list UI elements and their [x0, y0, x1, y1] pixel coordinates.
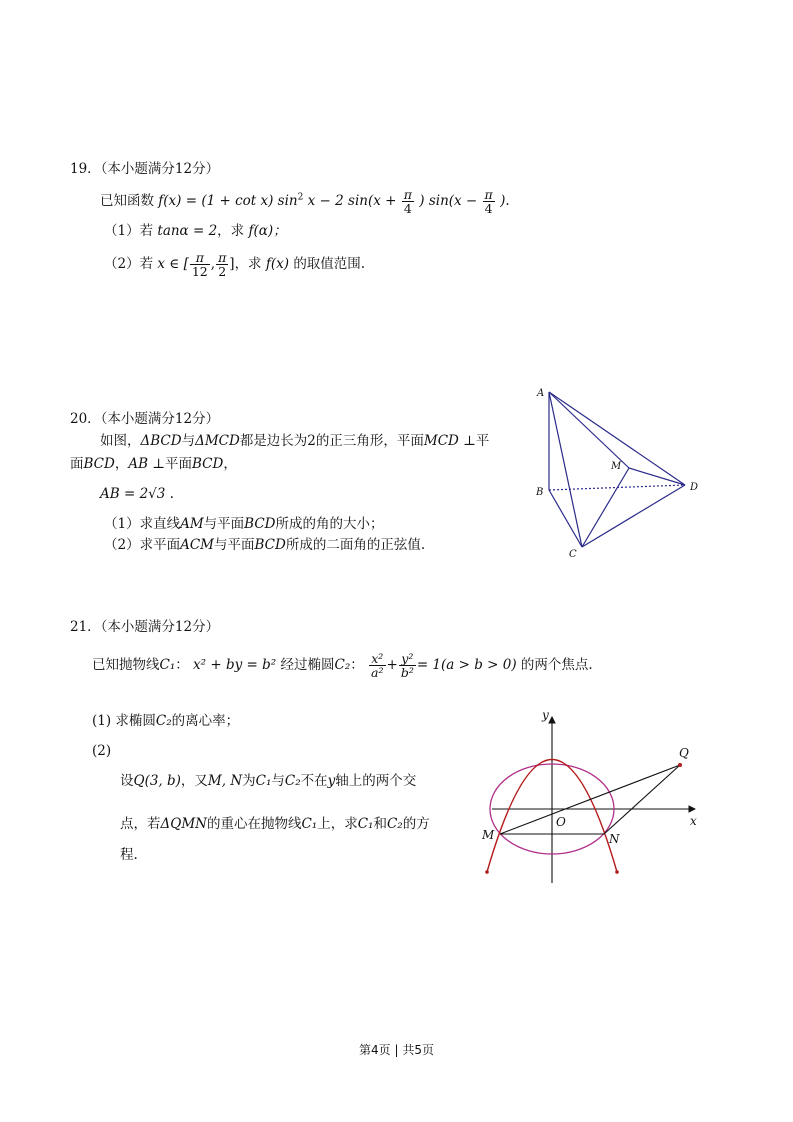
q20-line2-c: ， — [114, 456, 129, 472]
q20-line1-c: 与 — [181, 433, 196, 449]
q21-p2l1-i: 不在 — [300, 773, 328, 789]
q20-line2-a: 面 — [70, 456, 84, 472]
q21-eq-tail: = 1(a > b > 0) — [416, 657, 517, 673]
label-C: C — [569, 549, 577, 560]
q19-sup2: 2 — [297, 192, 304, 203]
q21-intro-d: x² + by = b² — [193, 657, 277, 673]
parabola-end-left — [485, 870, 489, 874]
q19-formula-mid: x − 2 sin(x + — [307, 193, 397, 209]
q21-p2l1-b: Q(3, b) — [133, 773, 181, 789]
q19-frac-pi-12: $\frac{\pi}{12}$ — [191, 250, 208, 279]
q21-part1-c: 的离心率； — [171, 713, 240, 729]
q21-part1-a: (1) 求椭圆 — [92, 713, 156, 729]
q20-line1-g: 平 — [475, 433, 490, 449]
q21-frac-x2-a2: $\frac{\text{x²}}{\text{a²}}$ — [371, 651, 384, 680]
q21-intro-h: 的两个焦点. — [520, 657, 593, 673]
q19-part1-mid: ，求 — [217, 223, 245, 239]
q19-frac-pi-4-a: $\frac{\pi}{4}$ — [403, 187, 412, 216]
q20-part1 — [104, 515, 384, 533]
q21-p2l2-e: 上，求 — [317, 816, 358, 832]
q21-p2l2-d: C₁ — [301, 816, 318, 832]
q21-intro-c: ： — [175, 657, 189, 673]
q20-part1-b: AM — [180, 516, 204, 532]
q20-part1-d: BCD — [244, 516, 276, 532]
q20-line2-g: ， — [223, 456, 237, 472]
label-O: O — [556, 815, 566, 829]
parabola-end-right — [615, 870, 619, 874]
q19-part2-math: x ∈ [ — [157, 256, 189, 272]
q21-p2-line1 — [120, 772, 416, 790]
q21-p2-line3: 程. — [120, 847, 138, 863]
q21-p2l1-c: ，又 — [180, 773, 208, 789]
q19-frac-pi-2: $\frac{\pi}{2}$ — [218, 250, 227, 279]
page-footer: 第4页 | 共5页 — [359, 1043, 434, 1057]
q20-line2 — [70, 455, 237, 473]
q21-plus: + — [386, 657, 398, 673]
q21-intro-e: 经过椭圆 — [280, 657, 335, 673]
q21-p2l1-j: y — [327, 773, 336, 789]
q20-part2-c: 与平面 — [214, 537, 255, 553]
q19-part1-tail: f(α)； — [248, 223, 287, 239]
q21-p2l1-e: 为 — [242, 773, 256, 789]
edge-BC — [549, 490, 582, 547]
q19-part1 — [104, 222, 287, 240]
q21-p2l1-k: 轴上的两个交 — [335, 773, 417, 789]
q20-part2-b: ACM — [180, 537, 214, 553]
segment-NQ — [604, 765, 680, 834]
q21-p2l1-g: 与 — [271, 773, 285, 789]
q21-part2-num: (2) — [92, 743, 112, 759]
q19-statement — [100, 188, 510, 215]
q19-part1-math: tanα = 2 — [157, 223, 218, 239]
q21-heading: 21．（本小题满分12分） — [70, 619, 220, 635]
q20-line1-a: 如图， — [100, 433, 141, 449]
q21-p2l2-h: C₂ — [386, 816, 403, 832]
label-D: D — [690, 482, 699, 493]
q20-tetrahedron-figure — [525, 380, 715, 565]
q20-line3: AB = 2√3 . — [100, 486, 174, 502]
q20-heading: 20．（本小题满分12分） — [70, 411, 220, 427]
q21-p2l1-d: M, N — [207, 773, 243, 789]
q19-part2-end: 的取值范围. — [293, 256, 366, 272]
q19-intro: 已知函数 — [100, 193, 154, 209]
q20-part2-e: 所成的二面角的正弦值. — [285, 537, 426, 553]
q20-part1-a: （1）求直线 — [104, 516, 181, 532]
q20-part2-a: （2）求平面 — [104, 537, 181, 553]
q19-part2-fx: f(x) — [265, 256, 290, 272]
q20-line2-d: AB ⊥ — [128, 456, 165, 472]
label-B: B — [536, 487, 544, 498]
q21-p2l1-a: 设 — [120, 773, 134, 789]
label-M: M — [611, 461, 622, 472]
q20-line1-b: ΔBCD — [140, 433, 182, 449]
label-A: A — [537, 388, 545, 399]
q19-formula-left: f(x) = (1 + cot x) sin — [158, 193, 298, 209]
q21-p2l2-i: 的方 — [402, 816, 430, 832]
q19-part2-prefix: （2）若 — [104, 256, 154, 272]
q21-part1 — [92, 712, 239, 730]
edge-CD — [582, 485, 685, 547]
q19-part2-tail: ，求 — [234, 256, 262, 272]
q19-comma: , — [210, 256, 216, 272]
q21-intro-f: C₂ — [334, 657, 351, 673]
q20-part2-d: BCD — [254, 537, 286, 553]
q20-part1-e: 所成的角的大小； — [275, 516, 384, 532]
q19-heading: 19．（本小题满分12分） — [70, 161, 220, 177]
q20-part2 — [104, 536, 425, 554]
q21-p2-line2 — [120, 815, 430, 833]
q19-formula-end: ). — [500, 193, 510, 209]
q21-p2l2-g: 和 — [373, 816, 387, 832]
q21-p2l1-f: C₁ — [255, 773, 272, 789]
q19-part1-prefix: （1）若 — [104, 223, 154, 239]
edge-MD — [629, 468, 685, 485]
q21-p2l1-h: C₂ — [284, 773, 301, 789]
q20-line1-d: ΔMCD — [195, 433, 240, 449]
q20-line2-f: BCD — [192, 456, 224, 472]
q21-conic-figure — [470, 705, 710, 890]
q20-part1-c: 与平面 — [203, 516, 245, 532]
q21-p2l2-b: ΔQMN — [160, 816, 207, 832]
q21-frac-y2-b2: $\frac{\text{y²}}{\text{b²}}$ — [400, 651, 414, 680]
q21-intro-g: ： — [350, 657, 364, 673]
edge-AM — [549, 392, 629, 468]
q21-intro-b: C₁ — [159, 657, 176, 673]
edge-AC — [549, 392, 582, 547]
edge-CM — [582, 468, 629, 547]
q21-part1-b: C₂ — [155, 713, 172, 729]
q21-intro — [92, 652, 593, 679]
q20-line1 — [100, 432, 489, 450]
label-N: N — [609, 832, 620, 846]
q20-line2-e: 平面 — [165, 456, 192, 472]
q20-line2-b: BCD — [83, 456, 115, 472]
label-y: y — [542, 708, 549, 722]
q19-formula-mid2: ) sin(x − — [419, 193, 478, 209]
label-M: M — [482, 828, 495, 842]
q21-p2l2-c: 的重心在抛物线 — [206, 816, 302, 832]
q21-p2l2-f: C₁ — [357, 816, 374, 832]
q19-part2 — [104, 251, 365, 278]
q19-part2-close: ] — [229, 256, 235, 272]
q20-line1-f: MCD ⊥ — [423, 433, 476, 449]
label-Q: Q — [679, 746, 689, 760]
point-Q — [678, 763, 682, 767]
q20-line1-e: 都是边长为2的正三角形，平面 — [239, 433, 424, 449]
q21-p2l2-a: 点，若 — [120, 816, 161, 832]
q19-frac-pi-4-b: $\frac{\pi}{4}$ — [484, 187, 493, 216]
label-x: x — [690, 814, 697, 828]
q21-intro-a: 已知抛物线 — [92, 657, 160, 673]
